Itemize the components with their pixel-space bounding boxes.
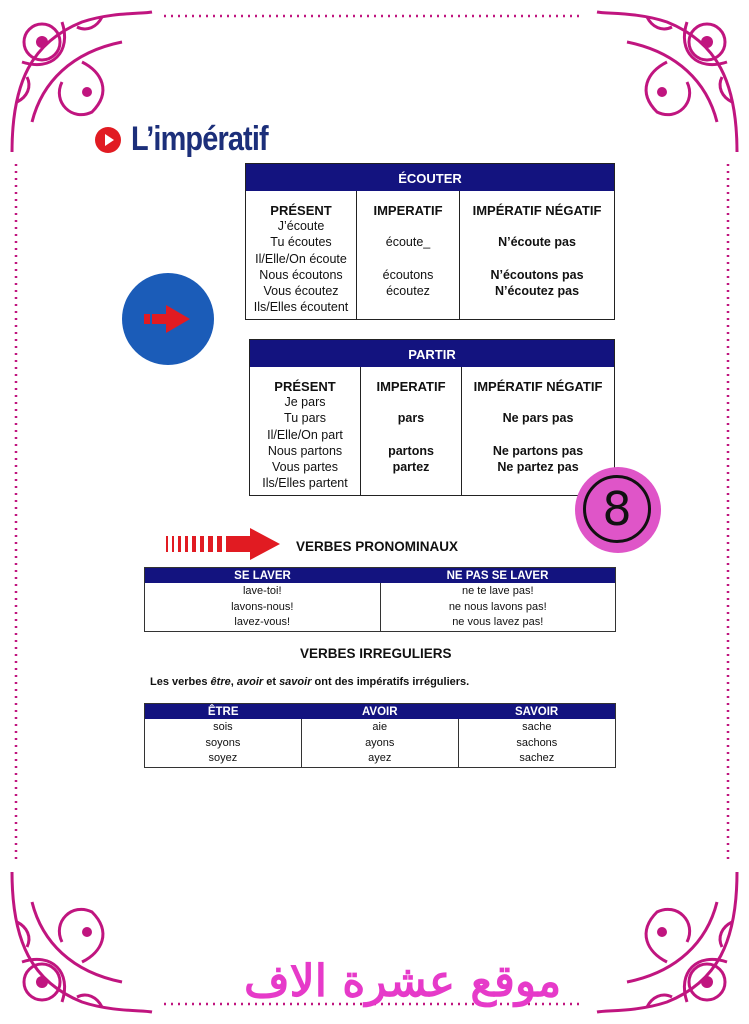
page-number: 8 <box>583 475 651 543</box>
etre-form: soyons <box>205 736 241 749</box>
column-header-imperatif: IMPERATIF <box>376 379 446 394</box>
pronominaux-title: VERBES PRONOMINAUX <box>296 539 459 554</box>
note-text: Les verbes <box>150 676 211 688</box>
column-header-negatif: IMPÉRATIF NÉGATIF <box>472 203 602 218</box>
pronominaux-table <box>144 567 616 632</box>
present-form: Tu pars <box>284 411 326 426</box>
negatif-form <box>460 218 614 234</box>
imperatif-form <box>357 251 459 267</box>
column-header-negatif: IMPÉRATIF NÉGATIF <box>473 379 603 394</box>
header-se-laver: SE LAVER <box>145 568 381 584</box>
play-icon <box>95 127 121 153</box>
irreguliers-table <box>144 703 616 768</box>
column-header-present: PRÉSENT <box>274 379 336 394</box>
irreguliers-note <box>150 676 469 688</box>
negatif-form: N’écoutez pas <box>494 284 580 299</box>
note-verb-avoir: avoir <box>236 676 264 688</box>
imperatif-form: écoutez <box>386 284 430 299</box>
affirmative-form: lavons-nous! <box>231 600 294 613</box>
imperatif-form: partez <box>392 460 430 475</box>
column-header-present: PRÉSENT <box>270 203 332 218</box>
present-form: J’écoute <box>277 219 325 233</box>
savoir-form: sachons <box>516 736 558 749</box>
negatif-form: Ne partez pas <box>497 460 579 475</box>
present-form: Il/Elle/On écoute <box>255 251 347 266</box>
etre-form: sois <box>213 721 233 733</box>
partir-table <box>249 339 615 496</box>
ne-pas-se-laver-column <box>380 583 616 631</box>
note-text: et <box>263 676 280 688</box>
negative-form: ne te lave pas! <box>461 585 534 597</box>
negatif-form <box>460 299 614 315</box>
partir-present-column <box>250 367 361 495</box>
negatif-form: N’écoute pas <box>498 235 576 250</box>
present-form: Vous partes <box>271 460 338 475</box>
negative-form: ne vous lavez pas! <box>452 616 544 628</box>
arrow-right-icon <box>122 273 214 365</box>
imperatif-form <box>361 475 461 491</box>
partir-verb-header: PARTIR <box>250 340 614 367</box>
irreguliers-title: VERBES IRREGULIERS <box>300 646 452 661</box>
column-header-imperatif: IMPERATIF <box>373 203 443 218</box>
etre-form: soyez <box>208 752 238 764</box>
negatif-form <box>462 394 614 410</box>
ecouter-imperatif-column <box>357 191 460 319</box>
avoir-column <box>301 719 458 767</box>
present-form: Nous partons <box>267 443 343 458</box>
corner-ornament-bottom-right <box>587 862 747 1022</box>
present-form: Je pars <box>284 395 326 409</box>
note-verb-savoir: savoir <box>279 676 312 688</box>
corner-ornament-bottom-left <box>2 862 162 1022</box>
header-etre: ÊTRE <box>145 704 302 720</box>
imperatif-form: écoute_ <box>385 235 431 250</box>
present-form: Vous écoutez <box>263 284 339 299</box>
corner-ornament-top-right <box>587 2 747 162</box>
present-form: Tu écoutes <box>270 235 332 250</box>
note-text: ont des impératifs irréguliers. <box>311 676 470 688</box>
negatif-form: Ne partons pas <box>492 443 584 458</box>
negatif-form: N’écoutons pas <box>490 267 584 282</box>
present-form: Ils/Elles partent <box>262 476 348 491</box>
ecouter-table <box>245 163 615 320</box>
present-form: Il/Elle/On part <box>267 427 343 442</box>
imperatif-form <box>357 218 459 234</box>
etre-column <box>145 719 302 767</box>
note-text: , <box>230 676 237 688</box>
partir-imperatif-column <box>361 367 462 495</box>
se-laver-column <box>145 583 381 631</box>
savoir-form: sachez <box>519 752 555 764</box>
ecouter-verb-header: ÉCOUTER <box>246 164 614 191</box>
affirmative-form: lavez-vous! <box>234 616 291 628</box>
affirmative-form: lave-toi! <box>242 585 282 597</box>
negatif-form: Ne pars pas <box>502 411 574 426</box>
savoir-column <box>458 719 615 767</box>
header-savoir: SAVOIR <box>458 704 615 720</box>
savoir-form: sache <box>522 721 552 733</box>
negatif-form <box>462 427 614 443</box>
striped-arrow-icon <box>166 526 282 562</box>
header-ne-pas-se-laver: NE PAS SE LAVER <box>380 568 616 584</box>
page-title: L’impératif <box>131 120 268 158</box>
imperatif-form: écoutons <box>382 267 434 282</box>
imperatif-form <box>361 427 461 443</box>
arrow-circle-icon <box>122 273 214 365</box>
header-avoir: AVOIR <box>301 704 458 720</box>
imperatif-form: pars <box>397 411 425 426</box>
avoir-form: aie <box>372 721 388 733</box>
avoir-form: ayez <box>368 752 392 764</box>
page-number-badge <box>575 467 661 553</box>
page-title-group <box>95 120 292 159</box>
avoir-form: ayons <box>365 736 395 749</box>
ecouter-negatif-column <box>460 191 615 319</box>
imperatif-form <box>361 394 461 410</box>
present-form: Ils/Elles écoutent <box>253 300 349 315</box>
ecouter-present-column <box>246 191 357 319</box>
present-form: Nous écoutons <box>259 267 343 282</box>
imperatif-form: partons <box>388 443 434 458</box>
negatif-form <box>460 251 614 267</box>
imperatif-form <box>357 299 459 315</box>
negative-form: ne nous lavons pas! <box>448 600 547 613</box>
note-verb-etre: être <box>210 676 231 688</box>
site-watermark: موقع عشرة الاف <box>244 956 562 1007</box>
